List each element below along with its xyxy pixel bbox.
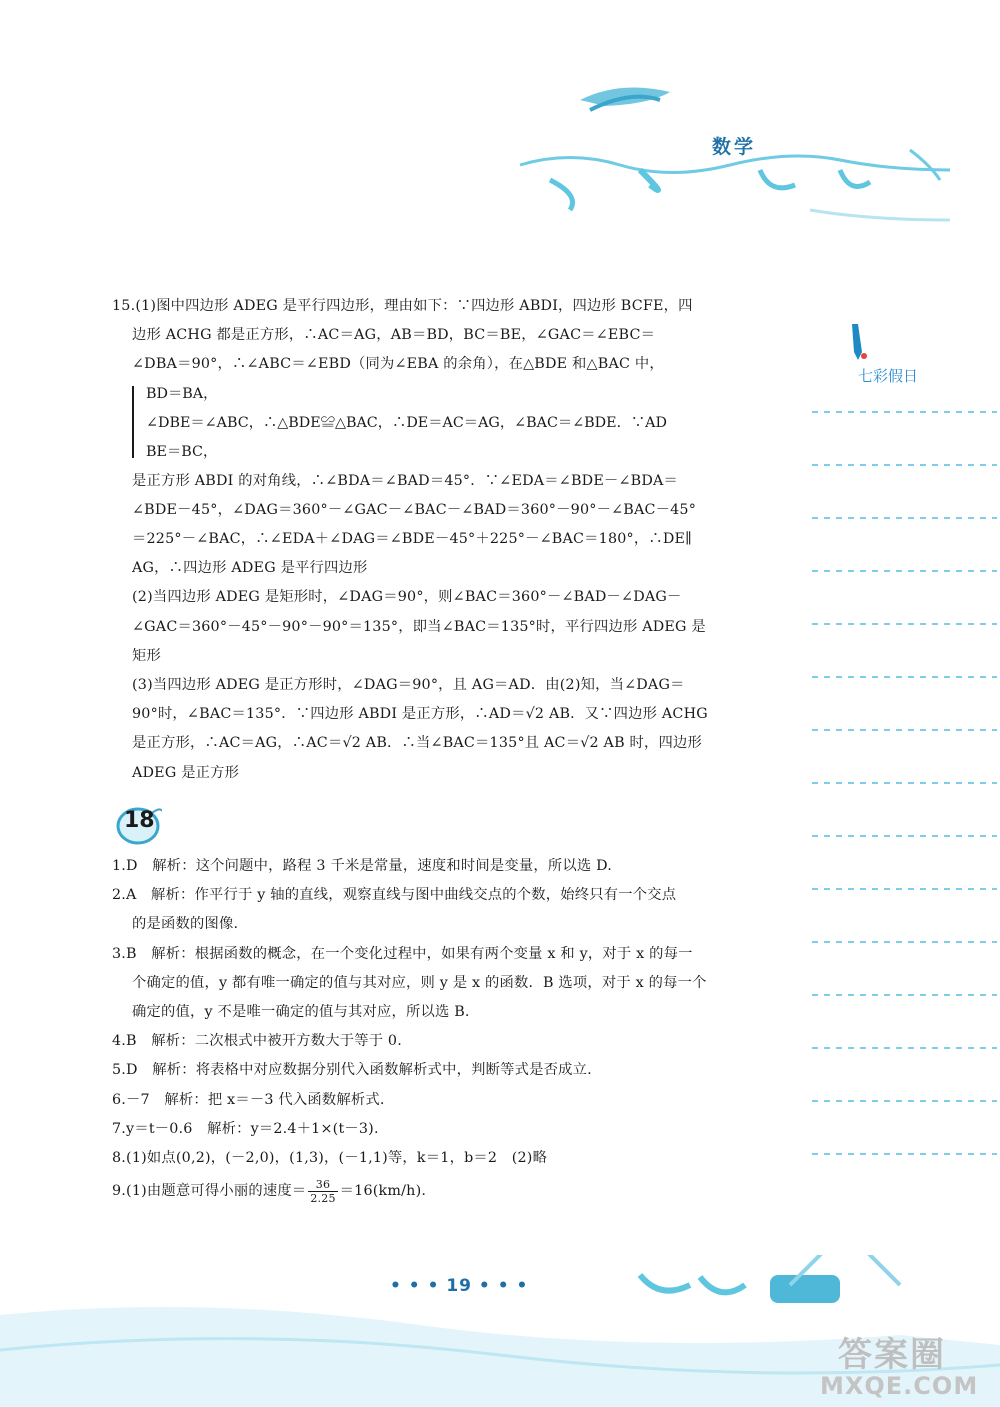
answer-line: 8.(1)如点(0,2)，(－2,0)，(1,3)，(－1,1)等，k＝1，b＝2 (2)略 bbox=[112, 1150, 548, 1167]
section-number: 18 bbox=[124, 808, 155, 833]
text-line: ∠GAC＝360°－45°－90°－90°＝135°，即当∠BAC＝135°时，平行四边形 ADEG 是 bbox=[132, 618, 706, 635]
watermark-chinese: 答案圈 bbox=[838, 1335, 946, 1375]
equation-system bbox=[112, 380, 754, 467]
answer-line: 6.－7 解析：把 x＝－3 代入函数解析式. bbox=[112, 1091, 385, 1108]
header-subject-title: 数学 bbox=[712, 136, 757, 158]
pen-icon bbox=[846, 322, 872, 362]
answer-line-9 bbox=[112, 1173, 762, 1209]
text-line: ＝225°－∠BAC，∴∠EDA＋∠DAG＝∠BDE－45°＋225°－∠BAC＝180°，∴DE∥ bbox=[132, 531, 692, 548]
answer-line: 个确定的值，y 都有唯一确定的值与其对应，则 y 是 x 的函数．B 选项，对于 x 的每一个 bbox=[132, 974, 707, 991]
problem-15 bbox=[112, 292, 754, 788]
sidebar-label: 七彩假日 bbox=[858, 367, 919, 385]
answer-line: 2.A 解析：作平行于 y 轴的直线，观察直线与图中曲线交点的个数，始终只有一个交点 bbox=[112, 887, 677, 904]
text-line: (2)当四边形 ADEG 是矩形时，∠DAG＝90°，则∠BAC＝360°－∠BAD－∠DAG－ bbox=[132, 589, 682, 606]
fraction bbox=[308, 1178, 337, 1205]
answer-9-prefix: 9.(1)由题意可得小丽的速度＝ bbox=[112, 1183, 307, 1200]
answers-list bbox=[112, 852, 762, 1209]
text-line: (3)当四边形 ADEG 是正方形时，∠DAG＝90°，且 AG＝AD．由(2)知，当∠DAG＝ bbox=[132, 677, 685, 694]
answer-line: 1.D 解析：这个问题中，路程 3 千米是常量，速度和时间是变量，所以选 D. bbox=[112, 858, 613, 874]
text-line: 是正方形，∴AC＝AG，∴AC＝√2 AB．∴当∠BAC＝135°且 AC＝√2 AB 时，四边形 bbox=[132, 735, 703, 752]
brace bbox=[132, 386, 140, 458]
answer-line: 4.B 解析：二次根式中被开方数大于等于 0. bbox=[112, 1033, 402, 1050]
system-line: ∠DBE＝∠ABC，∴△BDE≌△BAC，∴DE＝AC＝AG，∠BAC＝∠BDE．∵AD bbox=[146, 414, 667, 431]
text-line: 边形 ACHG 都是正方形，∴AC＝AG，AB＝BD，BC＝BE，∠GAC＝∠EBC＝ bbox=[132, 327, 656, 344]
text-line: 矩形 bbox=[132, 647, 161, 664]
watermark-url: MXQE.COM bbox=[820, 1372, 979, 1400]
text-line: ∠DBA＝90°，∴∠ABC＝∠EBD（同为∠EBA 的余角），在△BDE 和△BAC 中， bbox=[132, 356, 664, 373]
text-line: 15.(1)图中四边形 ADEG 是平行四边形，理由如下：∵四边形 ABDI，四边形 BCFE，四 bbox=[112, 298, 693, 314]
text-line: 90°时，∠BAC＝135°．∵四边形 ABDI 是正方形，∴AD＝√2 AB．又∵四边形 ACHG bbox=[132, 706, 708, 723]
answer-9-suffix: ＝16(km/h). bbox=[339, 1183, 427, 1200]
answer-line: 7.y＝t－0.6 解析：y＝2.4＋1×(t－3). bbox=[112, 1120, 379, 1137]
answer-line: 确定的值，y 不是唯一确定的值与其对应，所以选 B. bbox=[132, 1004, 470, 1021]
text-line: 是正方形 ABDI 的对角线，∴∠BDA＝∠BAD＝45°．∵∠EDA＝∠BDE－∠BDA＝ bbox=[132, 472, 679, 489]
answer-line: 的是函数的图像. bbox=[132, 916, 239, 933]
text-line: ADEG 是正方形 bbox=[132, 764, 240, 781]
note-lines bbox=[812, 408, 997, 1288]
text-line: AG，∴四边形 ADEG 是平行四边形 bbox=[132, 560, 368, 577]
answer-line: 5.D 解析：将表格中对应数据分别代入函数解析式中，判断等式是否成立. bbox=[112, 1062, 592, 1079]
system-line: BD＝BA， bbox=[146, 385, 218, 402]
page-number: • • • 19 • • • bbox=[390, 1276, 529, 1296]
system-line: BE＝BC， bbox=[146, 443, 218, 460]
fraction-denominator: 2.25 bbox=[310, 1191, 336, 1205]
fraction-numerator: 36 bbox=[308, 1178, 337, 1192]
answer-line: 3.B 解析：根据函数的概念，在一个变化过程中，如果有两个变量 x 和 y，对于 x 的每一 bbox=[112, 945, 693, 962]
text-line: ∠BDE－45°，∠DAG＝360°－∠GAC－∠BAC－∠BAD＝360°－90°－∠BAC－45° bbox=[132, 501, 697, 518]
